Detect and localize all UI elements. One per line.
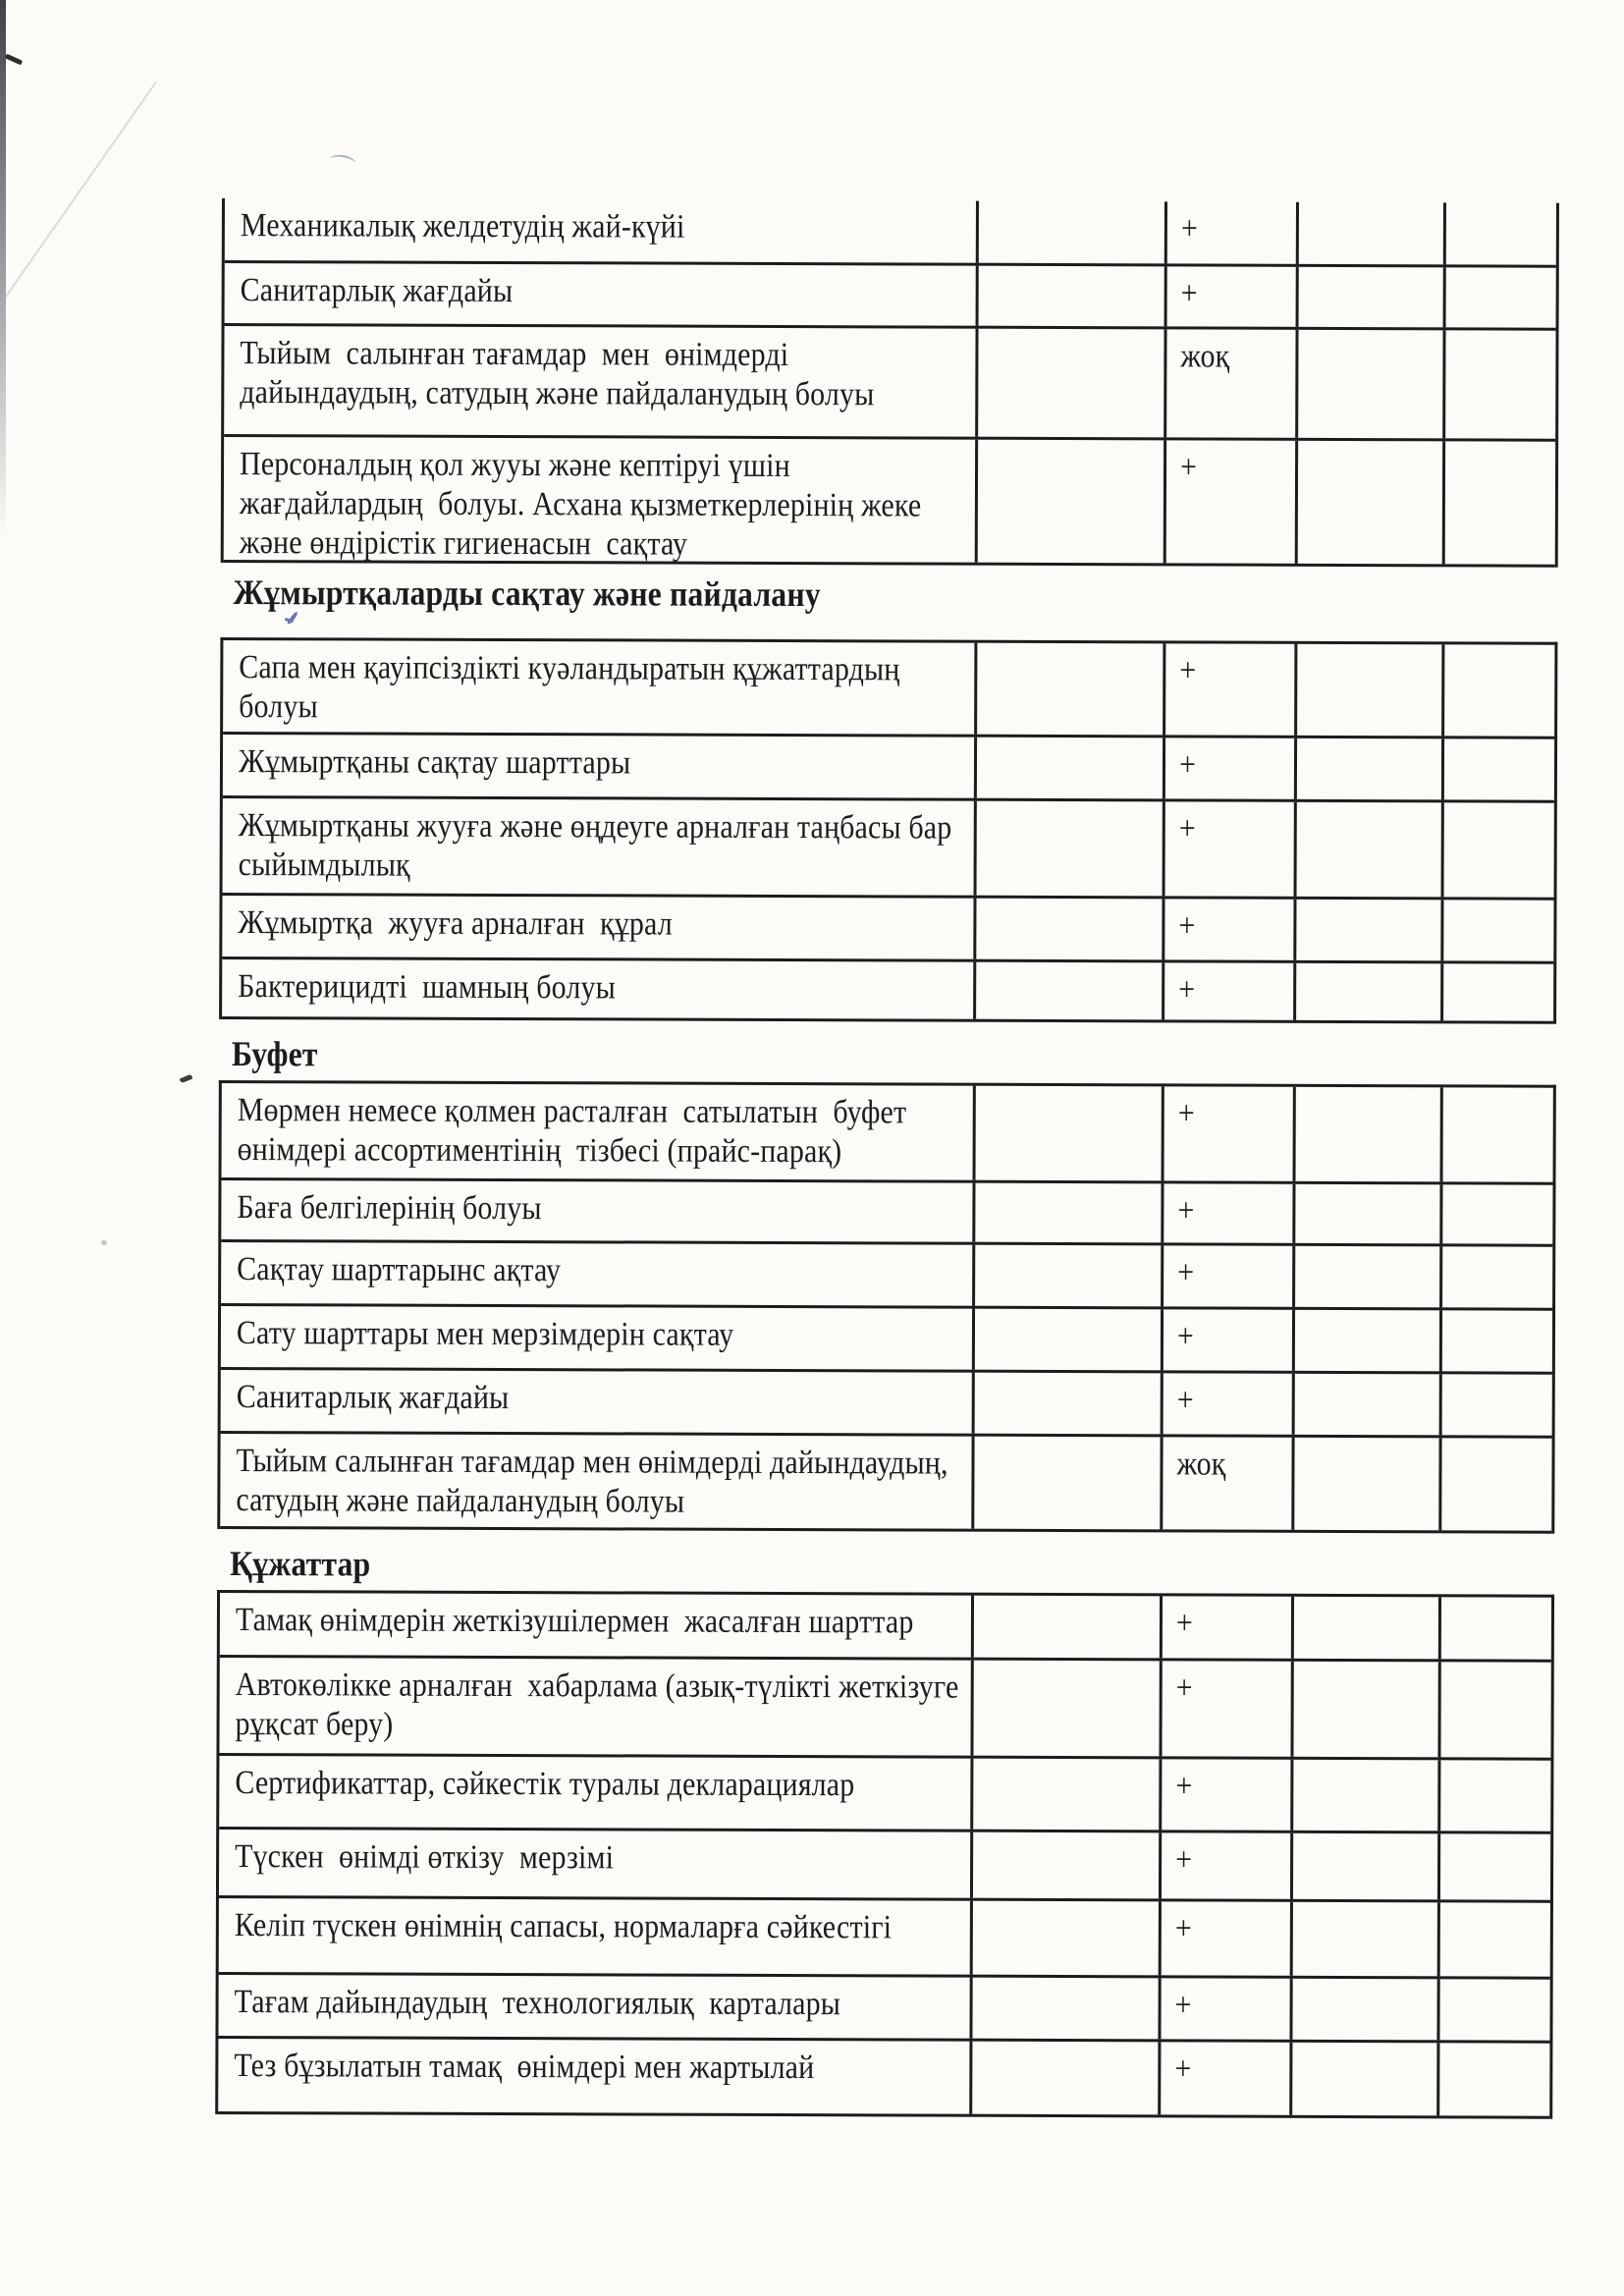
row-label-text: Мөрмен немесе қолмен расталған сатылатын буфет өнімдері ассортиментінің тізбесі (прайс-парақ) bbox=[237, 1092, 907, 1171]
mark-cell-1 bbox=[978, 440, 1166, 564]
result-value: + bbox=[1174, 1910, 1192, 1947]
mark-cell-3 bbox=[1299, 267, 1446, 328]
scan-edge-shadow bbox=[0, 0, 6, 687]
mark-cell-1 bbox=[972, 2042, 1161, 2115]
mark-cell-1 bbox=[975, 1245, 1164, 1307]
mark-cell-1 bbox=[973, 1832, 1162, 1899]
mark-cell-4 bbox=[1442, 1184, 1552, 1243]
mark-cell-2 bbox=[1162, 1832, 1293, 1898]
mark-cell-2 bbox=[1164, 962, 1296, 1019]
mark-cell-4 bbox=[1445, 441, 1555, 564]
mark-cell-2 bbox=[1161, 2042, 1292, 2114]
mark-cell-1 bbox=[976, 1086, 1164, 1181]
mark-cell-4 bbox=[1443, 1087, 1553, 1181]
result-value: + bbox=[1177, 1254, 1195, 1291]
row-label-text: Жұмыртқаны сақтау шарттары bbox=[238, 743, 631, 782]
checklist-table bbox=[215, 1590, 1554, 2119]
mark-cell-4 bbox=[1439, 2043, 1549, 2115]
section-heading-text: Құжаттар bbox=[230, 1544, 371, 1584]
table-row bbox=[224, 326, 1555, 442]
table-row bbox=[219, 1830, 1550, 1903]
mark-cell-3 bbox=[1292, 1979, 1439, 2041]
result-value: + bbox=[1175, 1841, 1193, 1879]
mark-cell-4 bbox=[1444, 644, 1554, 736]
result-value: + bbox=[1176, 1382, 1194, 1419]
mark-cell-1 bbox=[977, 738, 1165, 799]
mark-cell-3 bbox=[1295, 1184, 1442, 1244]
mark-cell-2 bbox=[1166, 329, 1298, 437]
mark-cell-4 bbox=[1439, 1979, 1549, 2040]
table-row bbox=[219, 1658, 1550, 1761]
table-row bbox=[221, 1370, 1552, 1439]
mark-cell-1 bbox=[977, 801, 1165, 897]
table-row bbox=[219, 1898, 1550, 1980]
mark-cell-4 bbox=[1443, 963, 1553, 1020]
checklist-table bbox=[217, 1080, 1556, 1534]
mark-cell-2 bbox=[1162, 1661, 1293, 1756]
row-label-text: Тағам дайындаудың технологиялық карталары bbox=[234, 1984, 841, 2023]
result-value: + bbox=[1178, 971, 1196, 1009]
table-row bbox=[218, 2039, 1549, 2119]
row-label-text: Тамақ өнімдерін жеткізушілермен жасалған шарттар bbox=[235, 1602, 914, 1641]
row-label-text: Бактерицидті шамның болуы bbox=[238, 968, 617, 1007]
table-row bbox=[220, 1593, 1551, 1663]
table-row bbox=[223, 735, 1554, 803]
row-label-cell bbox=[225, 263, 979, 326]
table-row bbox=[223, 640, 1554, 739]
table-row bbox=[218, 1975, 1549, 2044]
result-value: + bbox=[1177, 1192, 1195, 1230]
mark-cell-2 bbox=[1165, 738, 1297, 798]
mark-cell-3 bbox=[1298, 330, 1445, 439]
row-label-text: Келіп түскен өнімнің сапасы, нормаларға сәйкестігі bbox=[234, 1907, 893, 1946]
mark-cell-2 bbox=[1165, 643, 1297, 735]
row-label-text: Санитарлық жағдайы bbox=[236, 1379, 510, 1417]
mark-cell-2 bbox=[1162, 1759, 1293, 1830]
row-label-cell bbox=[219, 1830, 973, 1898]
row-label-text: Санитарлық жағдайы bbox=[240, 272, 514, 310]
section-heading-text: Жұмыртқаларды сақтау және пайдалану bbox=[233, 573, 821, 615]
row-label-cell bbox=[223, 735, 977, 798]
mark-cell-1 bbox=[977, 643, 1165, 736]
mark-cell-3 bbox=[1293, 1662, 1440, 1758]
row-label-cell bbox=[222, 1083, 976, 1180]
mark-cell-2 bbox=[1164, 1086, 1296, 1180]
mark-cell-4 bbox=[1441, 1438, 1551, 1530]
mark-cell-4 bbox=[1445, 330, 1555, 438]
table-row bbox=[222, 959, 1553, 1024]
result-value: + bbox=[1180, 275, 1198, 312]
table-row bbox=[221, 1242, 1552, 1311]
result-value: + bbox=[1180, 210, 1199, 247]
mark-cell-4 bbox=[1440, 1902, 1550, 1976]
result-value: + bbox=[1174, 1987, 1192, 2024]
row-label-cell bbox=[221, 1306, 975, 1370]
table-row bbox=[220, 1434, 1551, 1534]
mark-cell-2 bbox=[1162, 1901, 1293, 1975]
checklist-table bbox=[221, 198, 1559, 568]
mark-cell-3 bbox=[1294, 1597, 1441, 1660]
mark-cell-1 bbox=[973, 1661, 1162, 1757]
section-heading bbox=[231, 1034, 330, 1074]
row-label-text: Жұмыртқа жууға арналған құрал bbox=[238, 904, 673, 943]
mark-cell-1 bbox=[978, 329, 1166, 438]
mark-cell-2 bbox=[1165, 801, 1297, 896]
row-label-cell bbox=[219, 1898, 973, 1975]
mark-cell-4 bbox=[1442, 1310, 1552, 1371]
row-label-text: Механикалық желдетудің жай-күйі bbox=[240, 207, 685, 246]
row-label-cell bbox=[220, 1434, 974, 1529]
row-label-cell bbox=[219, 1756, 973, 1830]
mark-cell-1 bbox=[979, 201, 1167, 264]
mark-cell-2 bbox=[1161, 1978, 1292, 2039]
mark-cell-2 bbox=[1167, 201, 1299, 263]
mark-cell-3 bbox=[1295, 1246, 1442, 1308]
row-label-cell bbox=[222, 896, 976, 959]
result-value: + bbox=[1178, 746, 1197, 784]
mark-cell-3 bbox=[1297, 802, 1444, 898]
mark-cell-2 bbox=[1164, 1309, 1295, 1370]
table-row bbox=[223, 798, 1554, 901]
mark-cell-4 bbox=[1440, 1760, 1550, 1831]
row-label-cell bbox=[223, 798, 977, 896]
section-heading bbox=[230, 1546, 390, 1582]
table-row bbox=[224, 437, 1555, 568]
mark-cell-1 bbox=[974, 1437, 1163, 1530]
section-heading-text: Буфет bbox=[231, 1034, 318, 1074]
mark-cell-3 bbox=[1299, 202, 1446, 265]
mark-cell-1 bbox=[975, 1373, 1164, 1435]
mark-cell-3 bbox=[1292, 2043, 1439, 2116]
result-value: + bbox=[1178, 907, 1196, 945]
margin-dot bbox=[101, 1240, 107, 1245]
mark-cell-4 bbox=[1446, 267, 1556, 327]
mark-cell-1 bbox=[973, 1759, 1162, 1831]
table-row bbox=[221, 1306, 1552, 1375]
row-label-cell bbox=[219, 1658, 973, 1756]
mark-cell-3 bbox=[1296, 963, 1443, 1021]
row-label-cell bbox=[223, 640, 977, 735]
mark-cell-2 bbox=[1163, 1437, 1294, 1529]
mark-cell-2 bbox=[1164, 1245, 1295, 1306]
row-label-cell bbox=[222, 959, 976, 1019]
mark-cell-3 bbox=[1297, 738, 1444, 800]
mark-cell-4 bbox=[1441, 1597, 1551, 1659]
result-value: жоқ bbox=[1180, 338, 1230, 375]
mark-cell-3 bbox=[1296, 1087, 1443, 1182]
mark-cell-3 bbox=[1295, 1374, 1442, 1436]
mark-cell-2 bbox=[1163, 1596, 1294, 1658]
mark-cell-2 bbox=[1164, 1373, 1295, 1434]
row-label-text: Автокөлікке арналған хабарлама (азық-түлікті жеткізуге рұқсат беру) bbox=[235, 1667, 959, 1743]
checklist-table bbox=[219, 637, 1557, 1024]
row-label-text: Баға белгілерінің болуы bbox=[237, 1189, 542, 1228]
mark-cell-3 bbox=[1295, 1310, 1442, 1372]
row-label-text: Түскен өнімді өткізу мерзімі bbox=[235, 1838, 615, 1877]
row-label-text: Тез бұзылатын тамақ өнімдері мен жартылай bbox=[234, 2048, 815, 2087]
table-row bbox=[225, 198, 1556, 268]
mark-cell-1 bbox=[975, 1309, 1164, 1371]
mark-cell-3 bbox=[1294, 1438, 1441, 1531]
mark-cell-1 bbox=[973, 1901, 1162, 1976]
table-row bbox=[219, 1756, 1550, 1834]
mark-cell-2 bbox=[1164, 1183, 1295, 1242]
mark-cell-1 bbox=[979, 266, 1167, 327]
mark-cell-3 bbox=[1293, 1902, 1440, 1977]
mark-cell-1 bbox=[976, 962, 1164, 1020]
row-label-cell bbox=[221, 1180, 975, 1242]
section-heading bbox=[233, 573, 901, 615]
result-value: + bbox=[1176, 1318, 1195, 1355]
table-row bbox=[222, 896, 1553, 964]
mark-cell-1 bbox=[976, 899, 1164, 960]
result-value: + bbox=[1177, 1095, 1195, 1132]
row-label-text: Жұмыртқаны жууға және өңдеуге арналған таңбасы бар сыйымдылық bbox=[238, 807, 952, 884]
mark-cell-3 bbox=[1296, 900, 1443, 961]
row-label-cell bbox=[221, 1370, 975, 1434]
row-label-text: Сату шарттары мен мерзімдерін сақтау bbox=[236, 1315, 734, 1353]
row-label-text: Тыйым салынған тағамдар мен өнімдерді дайындаудың, сатудың және пайдаланудың болуы bbox=[236, 1443, 948, 1520]
result-value: жоқ bbox=[1176, 1446, 1226, 1483]
row-label-text: Сертификаттар, сәйкестік туралы декларациялар bbox=[235, 1765, 855, 1804]
row-label-text: Тыйым салынған тағамдар мен өнімдерді дайындаудың, сатудың және пайдаланудың болуы bbox=[240, 335, 875, 413]
result-value: + bbox=[1175, 1669, 1193, 1707]
mark-cell-3 bbox=[1297, 644, 1444, 737]
row-label-cell bbox=[221, 1242, 975, 1306]
result-value: + bbox=[1175, 1605, 1194, 1642]
mark-cell-4 bbox=[1446, 202, 1556, 264]
mark-cell-2 bbox=[1167, 266, 1299, 326]
result-value: + bbox=[1179, 652, 1197, 689]
result-value: + bbox=[1174, 2050, 1192, 2088]
row-label-cell bbox=[224, 326, 978, 437]
mark-cell-1 bbox=[974, 1596, 1163, 1659]
mark-cell-3 bbox=[1298, 441, 1445, 565]
row-label-cell bbox=[224, 437, 978, 563]
result-value: + bbox=[1175, 1768, 1193, 1805]
table-row bbox=[221, 1180, 1552, 1247]
mark-cell-4 bbox=[1443, 900, 1553, 960]
mark-cell-3 bbox=[1293, 1833, 1440, 1900]
table-row bbox=[222, 1083, 1553, 1185]
mark-cell-4 bbox=[1440, 1662, 1550, 1757]
row-label-cell bbox=[220, 1593, 974, 1658]
row-label-cell bbox=[218, 2039, 972, 2114]
row-label-cell bbox=[218, 1975, 972, 2039]
mark-cell-2 bbox=[1166, 440, 1298, 563]
mark-cell-4 bbox=[1442, 1374, 1552, 1435]
mark-cell-2 bbox=[1164, 899, 1296, 959]
table-row bbox=[225, 263, 1556, 331]
row-label-cell bbox=[225, 198, 979, 263]
mark-cell-4 bbox=[1440, 1833, 1550, 1899]
row-label-text: Сапа мен қауіпсіздікті куәландыратын құжаттардың болуы bbox=[239, 649, 900, 726]
mark-cell-3 bbox=[1293, 1760, 1440, 1831]
result-value: + bbox=[1178, 810, 1196, 847]
mark-cell-4 bbox=[1442, 1246, 1552, 1307]
mark-cell-1 bbox=[972, 1978, 1161, 2040]
row-label-text: Сақтау шарттарынс ақтау bbox=[237, 1251, 562, 1289]
mark-cell-4 bbox=[1444, 802, 1554, 897]
result-value: + bbox=[1179, 449, 1198, 486]
row-label-text: Персоналдың қол жууы және кептіруі үшін жағдайлардың болуы. Асхана қызметкерлерінің жеке және өндірістік гигиенасын сақтау bbox=[239, 446, 922, 563]
mark-cell-4 bbox=[1444, 738, 1554, 799]
mark-cell-1 bbox=[975, 1183, 1164, 1243]
